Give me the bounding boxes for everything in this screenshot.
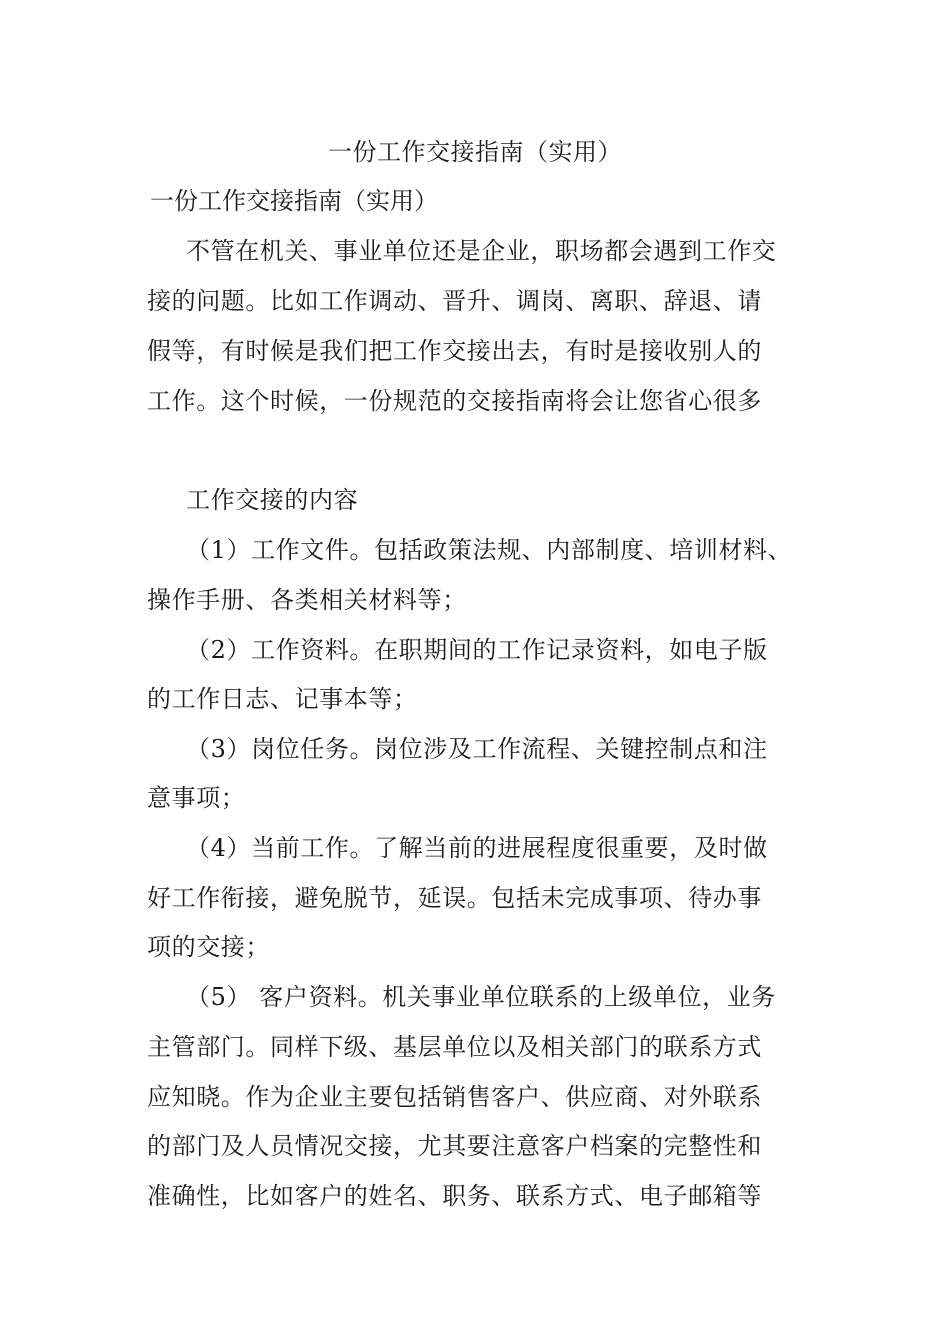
item-5-line-4: 的部门及人员情况交接，尤其要注意客户档案的完整性和 xyxy=(147,1132,762,1160)
intro-line-1: 不管在机关、事业单位还是企业，职场都会遇到工作交 xyxy=(186,237,777,265)
item-5-line-1: （5） 客户资料。机关事业单位联系的上级单位，业务 xyxy=(186,983,776,1011)
item-5-line-5: 准确性，比如客户的姓名、职务、联系方式、电子邮箱等 xyxy=(147,1182,762,1210)
item-2-line-2: 的工作日志、记事本等； xyxy=(147,685,418,713)
section-heading: 工作交接的内容 xyxy=(186,486,359,514)
document-title: 一份工作交接指南（实用） xyxy=(328,138,622,166)
item-3-line-1: （3）岗位任务。岗位涉及工作流程、关键控制点和注 xyxy=(186,735,768,763)
item-3-line-2: 意事项； xyxy=(147,784,246,812)
intro-line-3: 假等，有时候是我们把工作交接出去，有时是接收别人的 xyxy=(147,337,762,365)
item-4-line-1: （4）当前工作。了解当前的进展程度很重要，及时做 xyxy=(186,834,768,862)
document-subtitle: 一份工作交接指南（实用） xyxy=(150,187,438,215)
intro-line-4: 工作。这个时候，一份规范的交接指南将会让您省心很多 xyxy=(147,387,762,415)
item-1-line-1: （1）工作文件。包括政策法规、内部制度、培训材料、 xyxy=(186,536,793,564)
item-4-line-3: 项的交接； xyxy=(147,933,270,961)
item-2-line-1: （2）工作资料。在职期间的工作记录资料，如电子版 xyxy=(186,636,768,664)
item-1-line-2: 操作手册、各类相关材料等； xyxy=(147,586,467,614)
item-4-line-2: 好工作衔接，避免脱节，延误。包括未完成事项、待办事 xyxy=(147,884,762,912)
item-5-line-3: 应知晓。作为企业主要包括销售客户、供应商、对外联系 xyxy=(147,1083,762,1111)
item-5-line-2: 主管部门。同样下级、基层单位以及相关部门的联系方式 xyxy=(147,1033,762,1061)
intro-line-2: 接的问题。比如工作调动、晋升、调岗、离职、辞退、请 xyxy=(147,287,762,315)
